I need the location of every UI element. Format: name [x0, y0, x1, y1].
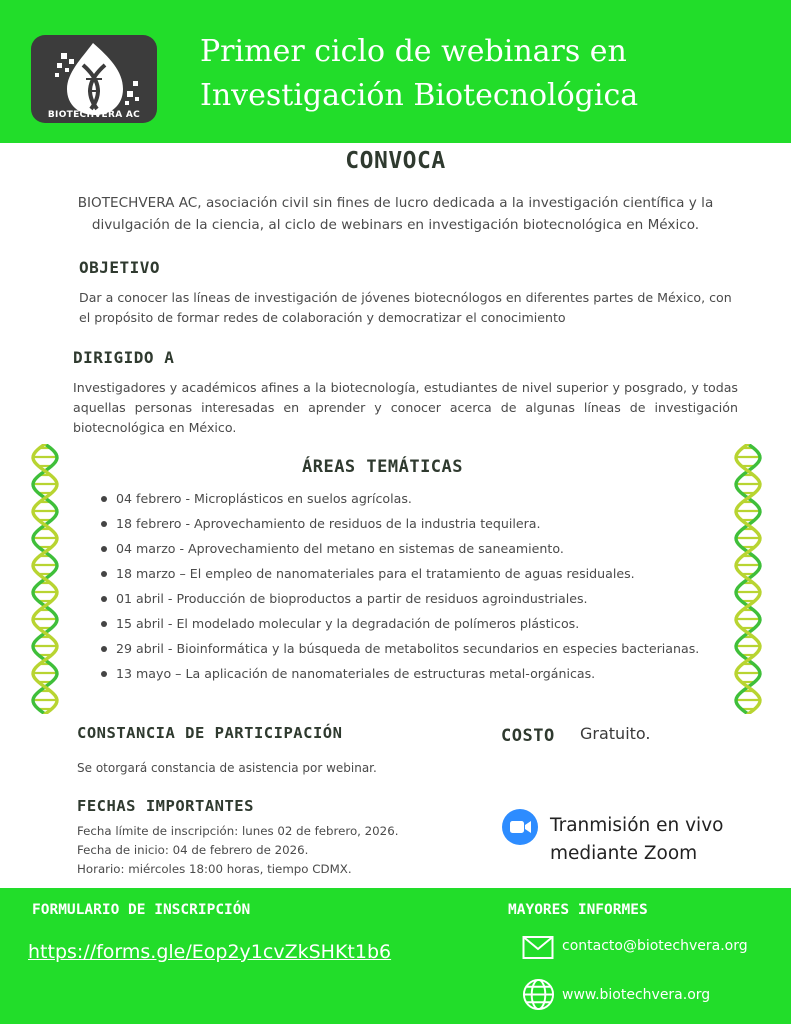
horario: Horario: miércoles 18:00 horas, tiempo CDMX.: [77, 862, 352, 876]
logo-text: BIOTECHVERA AC: [47, 110, 141, 120]
topics-list: [98, 489, 728, 689]
list-item: [98, 514, 728, 539]
objetivo-text: Dar a conocer las líneas de investigación de jóvenes biotecnólogos en diferentes partes de México, con el propósito de formar redes de colaboración y democratizar el conocimiento: [79, 290, 732, 325]
dirigido-heading: DIRIGIDO A: [73, 348, 175, 367]
bullet-icon: [101, 546, 107, 552]
topic-text: 18 marzo – El empleo de nanomateriales para el tratamiento de aguas residuales.: [116, 566, 635, 581]
dna-icon-left: [28, 444, 62, 714]
list-item: [98, 539, 728, 564]
mail-icon: [522, 935, 554, 961]
costo-heading: COSTO: [501, 726, 555, 746]
topic-text: 15 abril - El modelado molecular y la degradación de polímeros plásticos.: [116, 616, 580, 631]
list-item: [98, 489, 728, 514]
zoom-text: [550, 812, 723, 868]
zoom-line-2: mediante Zoom: [550, 843, 698, 864]
list-item: [98, 589, 728, 614]
topic-text: 13 mayo – La aplicación de nanomateriales de estructuras metal-orgánicas.: [116, 666, 596, 681]
globe-icon: [522, 978, 555, 1011]
bullet-icon: [101, 646, 107, 652]
dna-icon-right: [731, 444, 765, 714]
list-item: [98, 564, 728, 589]
bullet-icon: [101, 521, 107, 527]
zoom-icon: [502, 809, 538, 845]
fechas-list: [77, 822, 398, 879]
fecha-limite: Fecha límite de inscripción: lunes 02 de febrero, 2026.: [77, 824, 399, 838]
list-item: [98, 639, 728, 664]
form-heading: FORMULARIO DE INSCRIPCIÓN: [32, 902, 251, 918]
dirigido-text: Investigadores y académicos afines a la biotecnología, estudiantes de nivel superior y posgrado, y todas aquellas personas interesadas en aprender y conocer acerca de algunas líneas de investigación biotecnológica en México.: [73, 380, 738, 435]
topic-text: 18 febrero - Aprovechamiento de residuos de la industria tequilera.: [116, 516, 541, 531]
convoca-text: BIOTECHVERA AC, asociación civil sin fines de lucro dedicada a la investigación científica y la divulgación de la ciencia, al ciclo de webinars en investigación biotecnológica en México.: [77, 195, 714, 233]
topic-text: 04 marzo - Aprovechamiento del metano en sistemas de saneamiento.: [116, 541, 564, 556]
constancia-heading: CONSTANCIA DE PARTICIPACIÓN: [77, 724, 343, 742]
list-item: [98, 664, 728, 689]
objetivo-heading: OBJETIVO: [79, 258, 161, 277]
bullet-icon: [101, 671, 107, 677]
footer-banner: [0, 888, 791, 1024]
title-line-1: Primer ciclo de webinars en: [200, 34, 627, 69]
constancia-text: Se otorgará constancia de asistencia por webinar.: [77, 761, 377, 775]
header-banner: [0, 0, 791, 143]
title-line-2: Investigación Biotecnológica: [200, 78, 639, 113]
info-heading: MAYORES INFORMES: [508, 902, 648, 918]
bullet-icon: [101, 621, 107, 627]
fechas-heading: FECHAS IMPORTANTES: [77, 797, 254, 815]
email-link[interactable]: contacto@biotechvera.org: [562, 938, 748, 954]
form-link[interactable]: https://forms.gle/Eop2y1cvZkSHKt1b6: [28, 941, 392, 963]
bullet-icon: [101, 571, 107, 577]
zoom-line-1: Tranmisión en vivo: [550, 815, 724, 836]
topic-text: 01 abril - Producción de bioproductos a partir de residuos agroindustriales.: [116, 591, 588, 606]
bullet-icon: [101, 596, 107, 602]
logo-icon: [31, 35, 157, 123]
fecha-inicio: Fecha de inicio: 04 de febrero de 2026.: [77, 843, 309, 857]
convoca-heading: CONVOCA: [345, 148, 446, 174]
areas-heading: ÁREAS TEMÁTICAS: [301, 457, 464, 477]
topic-text: 04 febrero - Microplásticos en suelos agrícolas.: [116, 491, 412, 506]
bullet-icon: [101, 496, 107, 502]
list-item: [98, 614, 728, 639]
costo-value: Gratuito.: [580, 724, 651, 743]
page-title: [200, 30, 760, 118]
topic-text: 29 abril - Bioinformática y la búsqueda de metabolitos secundarios en especies bacterianas.: [116, 641, 700, 656]
website-link[interactable]: www.biotechvera.org: [562, 987, 711, 1003]
